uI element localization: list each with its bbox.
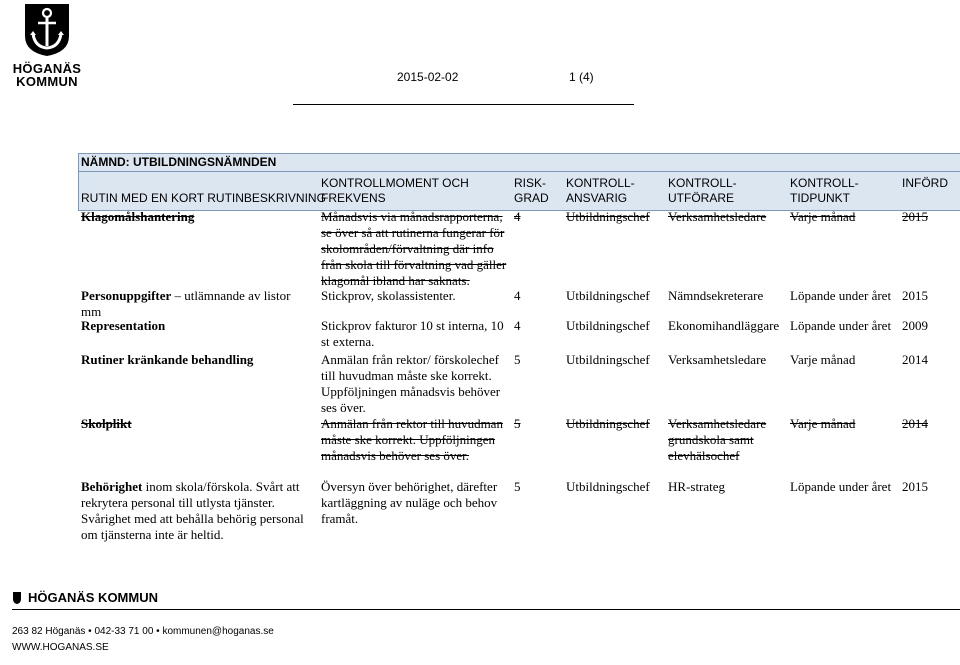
footer-org-name: HÖGANÄS KOMMUN — [28, 590, 158, 605]
table-row-inford: 2009 — [902, 318, 928, 333]
table-row-ansvarig: Utbildningschef — [566, 479, 650, 494]
table-row-tidpunkt: Löpande under året — [790, 318, 892, 333]
table-row-rutin: Rutiner kränkande behandling — [81, 352, 254, 367]
table-row-risk: 4 — [514, 209, 521, 224]
page-number: 1 (4) — [569, 70, 594, 84]
table-row-risk: 4 — [514, 318, 521, 333]
table-row-tidpunkt: Varje månad — [790, 209, 856, 224]
document-date: 2015-02-02 — [397, 70, 459, 84]
table-row-tidpunkt: Varje månad — [790, 416, 856, 431]
table-row-inford: 2014 — [902, 416, 928, 431]
table-row-inford: 2015 — [902, 209, 928, 224]
anchor-crest-icon — [21, 2, 73, 57]
table-row-inford: 2014 — [902, 352, 928, 367]
anchor-icon — [12, 591, 22, 604]
table-row-moment: Stickprov, skolassistenter. — [321, 288, 456, 303]
footer-website: WWW.HOGANAS.SE — [12, 642, 109, 653]
logo-wordmark: HÖGANÄS KOMMUN — [12, 61, 82, 89]
col-header-inford: INFÖRD — [902, 176, 948, 190]
table-row-tidpunkt: Löpande under året — [790, 479, 892, 494]
municipality-logo — [12, 2, 82, 88]
footer-rule — [12, 609, 960, 610]
table-row-moment: Anmälan från rektor/ förskolechef till huvudman måste ske korrekt. Uppföljningen månadsvis behöver ses över. — [321, 352, 501, 415]
table-row-risk: 5 — [514, 416, 521, 431]
table-row-utforare: Nämndsekreterare — [668, 288, 764, 303]
footer-logo — [12, 590, 158, 605]
table-row-utforare: Verksamhetsledare — [668, 209, 767, 224]
table-row-risk: 5 — [514, 352, 521, 367]
col-header-moment: KONTROLLMOMENT OCH FREKVENS — [321, 176, 469, 205]
table-row-ansvarig: Utbildningschef — [566, 318, 650, 333]
col-header-utforare: KONTROLL-UTFÖRARE — [668, 176, 737, 205]
table-row-utforare: Verksamhetsledare — [668, 352, 767, 367]
table-row-tidpunkt: Löpande under året — [790, 288, 892, 303]
table-row-rutin: Behörighet inom skola/förskola. Svårt att rekrytera personal till utlysta tjänster. Svårighet med att behålla behörig personal om tjänsterna inte är heltid. — [81, 479, 304, 542]
committee-title: NÄMND: UTBILDNINGSNÄMNDEN — [81, 155, 277, 169]
table-row-rutin: Representation — [81, 318, 166, 333]
table-row-utforare: HR-strateg — [668, 479, 726, 494]
table-row-moment: Översyn över behörighet, därefter kartläggning av nuläge och behov framåt. — [321, 479, 498, 526]
table-row-inford: 2015 — [902, 288, 928, 303]
table-row-utforare: Ekonomihandläggare — [668, 318, 780, 333]
table-row-ansvarig: Utbildningschef — [566, 416, 650, 431]
col-header-ansvarig: KONTROLL-ANSVARIG — [566, 176, 635, 205]
table-row-ansvarig: Utbildningschef — [566, 352, 650, 367]
table-row-tidpunkt: Varje månad — [790, 352, 856, 367]
col-header-tidpunkt: KONTROLL-TIDPUNKT — [790, 176, 859, 205]
table-row-rutin: Personuppgifter – utlämnande av listor mm — [81, 288, 291, 319]
footer-address: 263 82 Höganäs • 042-33 71 00 • kommunen@hoganas.se — [12, 626, 274, 637]
table-row-ansvarig: Utbildningschef — [566, 209, 650, 224]
table-row-rutin: Klagomålshantering — [81, 209, 195, 224]
col-header-risk: RISK-GRAD — [514, 176, 549, 205]
table-row-rutin: Skolplikt — [81, 416, 132, 431]
table-row-moment: Stickprov fakturor 10 st interna, 10 st externa. — [321, 318, 504, 349]
table-row-moment: Anmälan från rektor till huvudman måste ske korrekt. Uppföljningen månadsvis behöver ses över. — [321, 416, 503, 463]
table-row-inford: 2015 — [902, 479, 928, 494]
table-row-risk: 4 — [514, 288, 521, 303]
table-row-ansvarig: Utbildningschef — [566, 288, 650, 303]
table-row-moment: Månadsvis via månadsrapporterna, se över så att rutinerna fungerar för skolområden/förvaltning där info från skola till förvaltning vad gäller klagomål ibland har saknats. — [321, 209, 507, 288]
col-header-rutin: RUTIN MED EN KORT RUTINBESKRIVNING — [81, 191, 326, 205]
table-row-risk: 5 — [514, 479, 521, 494]
table-row-utforare: Verksamhetsledare grundskola samt elevhälsochef — [668, 416, 767, 463]
header-rule — [293, 104, 634, 105]
